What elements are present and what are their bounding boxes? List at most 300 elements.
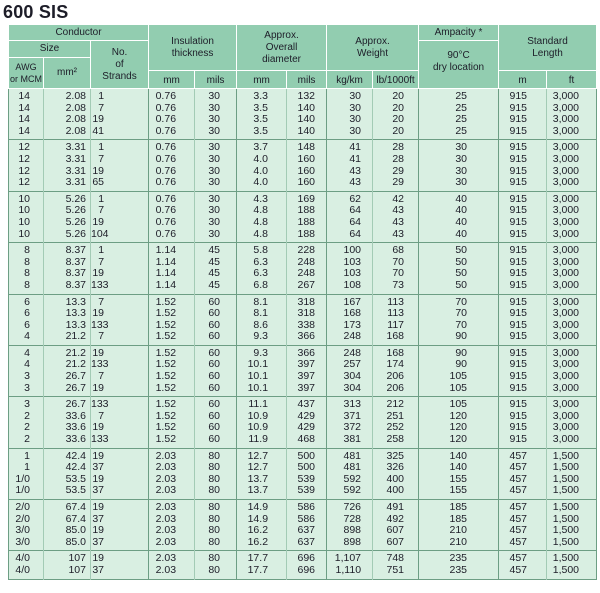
table-row [9, 89, 597, 103]
header-insulation-thickness: Insulation thickness [149, 25, 237, 71]
cell-no-of-strands: 7 [91, 331, 149, 345]
cell-diameter-mils: 318 [287, 294, 327, 308]
table-header [9, 25, 597, 89]
cell-insulation-mm: 0.76 [149, 217, 195, 229]
cell-insulation-mils: 60 [195, 331, 237, 345]
cell-insulation-mils: 80 [195, 485, 237, 499]
cell-no-of-strands: 104 [91, 229, 149, 243]
cell-insulation-mm: 1.52 [149, 383, 195, 397]
cell-size-mm2: 26.7 [44, 371, 91, 383]
cell-insulation-mm: 2.03 [149, 537, 195, 551]
cell-insulation-mm: 1.52 [149, 397, 195, 411]
cell-length-m: 915 [499, 166, 547, 178]
cell-weight-lb-1000ft: 607 [373, 537, 419, 551]
cell-no-of-strands: 133 [91, 434, 149, 448]
header-ampacity: Ampacity * [419, 25, 499, 41]
cell-no-of-strands: 1 [91, 89, 149, 103]
cell-insulation-mm: 0.76 [149, 229, 195, 243]
cell-diameter-mils: 500 [287, 462, 327, 474]
cell-size-mm2: 26.7 [44, 397, 91, 411]
cell-size-mm2: 8.37 [44, 257, 91, 269]
cell-insulation-mils: 80 [195, 551, 237, 565]
cell-size-mm2: 33.6 [44, 434, 91, 448]
cell-diameter-mils: 267 [287, 280, 327, 294]
cell-length-ft: 3,000 [547, 89, 597, 103]
table-row [9, 500, 597, 514]
cell-length-m: 457 [499, 565, 547, 579]
cell-insulation-mils: 60 [195, 308, 237, 320]
cell-no-of-strands: 7 [91, 294, 149, 308]
cell-size-awg: 12 [9, 140, 44, 154]
cell-diameter-mils: 169 [287, 191, 327, 205]
cell-diameter-mils: 148 [287, 140, 327, 154]
cell-no-of-strands: 41 [91, 126, 149, 140]
cell-length-m: 915 [499, 126, 547, 140]
cell-insulation-mils: 60 [195, 320, 237, 332]
cell-diameter-mm: 6.3 [237, 268, 287, 280]
cell-size-awg: 3 [9, 371, 44, 383]
cell-diameter-mils: 140 [287, 126, 327, 140]
cell-length-m: 915 [499, 371, 547, 383]
cell-no-of-strands: 19 [91, 217, 149, 229]
size-group [9, 89, 597, 140]
cell-diameter-mm: 3.3 [237, 89, 287, 103]
cell-length-ft: 3,000 [547, 411, 597, 423]
cell-insulation-mm: 0.76 [149, 205, 195, 217]
cell-insulation-mils: 80 [195, 500, 237, 514]
cell-size-awg: 14 [9, 114, 44, 126]
cell-diameter-mils: 397 [287, 383, 327, 397]
table-row [9, 243, 597, 257]
cell-diameter-mm: 8.1 [237, 294, 287, 308]
cell-ampacity: 120 [419, 434, 499, 448]
table-row [9, 257, 597, 269]
cell-diameter-mm: 3.5 [237, 103, 287, 115]
cell-no-of-strands: 19 [91, 114, 149, 126]
cell-length-m: 915 [499, 434, 547, 448]
cell-ampacity: 140 [419, 462, 499, 474]
cell-diameter-mm: 9.3 [237, 345, 287, 359]
cell-weight-lb-1000ft: 20 [373, 103, 419, 115]
cell-length-m: 915 [499, 383, 547, 397]
cell-size-awg: 6 [9, 308, 44, 320]
size-group [9, 191, 597, 242]
cell-size-mm2: 3.31 [44, 140, 91, 154]
cell-diameter-mm: 10.1 [237, 371, 287, 383]
cell-weight-lb-1000ft: 206 [373, 383, 419, 397]
cell-weight-lb-1000ft: 607 [373, 525, 419, 537]
cell-ampacity: 40 [419, 191, 499, 205]
cell-size-awg: 14 [9, 126, 44, 140]
cell-insulation-mils: 60 [195, 434, 237, 448]
cell-length-ft: 3,000 [547, 345, 597, 359]
cell-weight-kg-km: 168 [327, 308, 373, 320]
cell-size-awg: 1 [9, 462, 44, 474]
cell-diameter-mm: 10.9 [237, 422, 287, 434]
cell-weight-kg-km: 257 [327, 359, 373, 371]
cell-insulation-mm: 1.14 [149, 257, 195, 269]
cell-insulation-mils: 80 [195, 474, 237, 486]
table-row [9, 217, 597, 229]
table-row [9, 103, 597, 115]
table-row [9, 411, 597, 423]
table-row [9, 320, 597, 332]
table-row [9, 205, 597, 217]
cell-length-ft: 3,000 [547, 371, 597, 383]
cell-size-mm2: 85.0 [44, 525, 91, 537]
cell-size-awg: 6 [9, 294, 44, 308]
header-overall-diameter: Approx. Overall diameter [237, 25, 327, 71]
cell-size-awg: 14 [9, 89, 44, 103]
cell-ampacity: 155 [419, 485, 499, 499]
cell-size-mm2: 2.08 [44, 126, 91, 140]
spec-table [8, 24, 597, 580]
cell-weight-lb-1000ft: 68 [373, 243, 419, 257]
cell-ampacity: 185 [419, 500, 499, 514]
table-row [9, 191, 597, 205]
cell-diameter-mm: 3.5 [237, 114, 287, 126]
cell-insulation-mm: 2.03 [149, 514, 195, 526]
cell-length-ft: 3,000 [547, 154, 597, 166]
cell-weight-kg-km: 728 [327, 514, 373, 526]
cell-size-awg: 3/0 [9, 537, 44, 551]
cell-size-mm2: 67.4 [44, 514, 91, 526]
cell-length-ft: 3,000 [547, 257, 597, 269]
cell-diameter-mm: 8.6 [237, 320, 287, 332]
cell-ampacity: 25 [419, 126, 499, 140]
cell-size-mm2: 107 [44, 565, 91, 579]
cell-insulation-mm: 2.03 [149, 485, 195, 499]
cell-size-awg: 3 [9, 397, 44, 411]
cell-insulation-mils: 30 [195, 205, 237, 217]
table-row [9, 462, 597, 474]
cell-weight-kg-km: 248 [327, 345, 373, 359]
cell-insulation-mm: 1.52 [149, 308, 195, 320]
cell-insulation-mm: 1.14 [149, 243, 195, 257]
cell-ampacity: 210 [419, 537, 499, 551]
cell-size-awg: 2 [9, 434, 44, 448]
table-row [9, 485, 597, 499]
cell-diameter-mils: 637 [287, 525, 327, 537]
cell-size-awg: 4/0 [9, 565, 44, 579]
cell-ampacity: 140 [419, 448, 499, 462]
unit-weight-kg-km: kg/km [327, 71, 373, 89]
cell-diameter-mm: 4.0 [237, 166, 287, 178]
cell-diameter-mils: 468 [287, 434, 327, 448]
cell-diameter-mils: 188 [287, 217, 327, 229]
cell-ampacity: 30 [419, 166, 499, 178]
cell-length-m: 915 [499, 294, 547, 308]
cell-diameter-mm: 13.7 [237, 474, 287, 486]
cell-length-m: 457 [499, 537, 547, 551]
cell-size-mm2: 2.08 [44, 103, 91, 115]
cell-length-m: 457 [499, 474, 547, 486]
cell-length-ft: 1,500 [547, 565, 597, 579]
cell-no-of-strands: 133 [91, 397, 149, 411]
cell-length-ft: 1,500 [547, 474, 597, 486]
cell-insulation-mm: 1.14 [149, 268, 195, 280]
cell-size-mm2: 8.37 [44, 243, 91, 257]
cell-size-mm2: 13.3 [44, 320, 91, 332]
cell-insulation-mils: 80 [195, 525, 237, 537]
cell-size-mm2: 107 [44, 551, 91, 565]
cell-ampacity: 30 [419, 154, 499, 166]
cell-length-m: 915 [499, 140, 547, 154]
cell-length-m: 915 [499, 229, 547, 243]
cell-weight-kg-km: 43 [327, 166, 373, 178]
cell-size-mm2: 3.31 [44, 166, 91, 178]
cell-length-ft: 3,000 [547, 177, 597, 191]
cell-no-of-strands: 19 [91, 474, 149, 486]
page-title: 600 SIS [3, 2, 69, 22]
cell-ampacity: 155 [419, 474, 499, 486]
cell-weight-lb-1000ft: 43 [373, 217, 419, 229]
cell-size-mm2: 13.3 [44, 294, 91, 308]
cell-size-mm2: 8.37 [44, 280, 91, 294]
cell-diameter-mm: 4.0 [237, 177, 287, 191]
cell-length-m: 915 [499, 359, 547, 371]
cell-diameter-mils: 160 [287, 166, 327, 178]
table-row [9, 525, 597, 537]
cell-length-m: 915 [499, 243, 547, 257]
cell-diameter-mils: 539 [287, 485, 327, 499]
cell-length-ft: 3,000 [547, 294, 597, 308]
cell-size-mm2: 5.26 [44, 217, 91, 229]
cell-length-ft: 3,000 [547, 217, 597, 229]
table-row [9, 154, 597, 166]
cell-insulation-mils: 30 [195, 114, 237, 126]
table-row [9, 383, 597, 397]
cell-length-ft: 1,500 [547, 525, 597, 537]
cell-diameter-mils: 132 [287, 89, 327, 103]
cell-weight-lb-1000ft: 73 [373, 280, 419, 294]
cell-length-ft: 1,500 [547, 514, 597, 526]
cell-weight-lb-1000ft: 748 [373, 551, 419, 565]
cell-weight-kg-km: 313 [327, 397, 373, 411]
cell-weight-kg-km: 43 [327, 177, 373, 191]
cell-length-m: 915 [499, 308, 547, 320]
cell-size-awg: 10 [9, 191, 44, 205]
unit-diameter-mm: mm [237, 71, 287, 89]
cell-diameter-mils: 228 [287, 243, 327, 257]
cell-length-m: 915 [499, 320, 547, 332]
cell-length-ft: 3,000 [547, 383, 597, 397]
cell-ampacity: 105 [419, 371, 499, 383]
cell-no-of-strands: 65 [91, 177, 149, 191]
cell-weight-lb-1000ft: 20 [373, 126, 419, 140]
cell-insulation-mm: 0.76 [149, 103, 195, 115]
header-mm2: mm² [44, 58, 91, 89]
cell-insulation-mm: 2.03 [149, 462, 195, 474]
cell-size-awg: 2 [9, 411, 44, 423]
cell-diameter-mils: 140 [287, 103, 327, 115]
cell-insulation-mils: 45 [195, 243, 237, 257]
cell-ampacity: 50 [419, 280, 499, 294]
header-no-of-strands: No. of Strands [91, 41, 149, 89]
cell-length-ft: 3,000 [547, 268, 597, 280]
cell-length-ft: 3,000 [547, 434, 597, 448]
cell-size-awg: 4 [9, 359, 44, 371]
table-row [9, 448, 597, 462]
cell-weight-kg-km: 64 [327, 217, 373, 229]
cell-length-ft: 3,000 [547, 243, 597, 257]
header-weight: Approx. Weight [327, 25, 419, 71]
cell-diameter-mm: 16.2 [237, 537, 287, 551]
cell-ampacity: 30 [419, 140, 499, 154]
cell-insulation-mils: 80 [195, 462, 237, 474]
header-standard-length: Standard Length [499, 25, 597, 71]
cell-ampacity: 105 [419, 383, 499, 397]
cell-no-of-strands: 1 [91, 191, 149, 205]
cell-diameter-mils: 397 [287, 371, 327, 383]
cell-weight-kg-km: 304 [327, 383, 373, 397]
cell-ampacity: 40 [419, 217, 499, 229]
cell-no-of-strands: 37 [91, 537, 149, 551]
cell-diameter-mm: 11.1 [237, 397, 287, 411]
size-group [9, 551, 597, 579]
cell-diameter-mm: 11.9 [237, 434, 287, 448]
cell-diameter-mils: 160 [287, 154, 327, 166]
cell-diameter-mm: 10.1 [237, 383, 287, 397]
table-row [9, 359, 597, 371]
cell-ampacity: 25 [419, 103, 499, 115]
unit-insulation-mils: mils [195, 71, 237, 89]
cell-weight-lb-1000ft: 29 [373, 166, 419, 178]
cell-length-m: 457 [499, 551, 547, 565]
table-row [9, 114, 597, 126]
cell-diameter-mils: 188 [287, 205, 327, 217]
cell-diameter-mm: 6.8 [237, 280, 287, 294]
cell-diameter-mm: 3.7 [237, 140, 287, 154]
cell-no-of-strands: 37 [91, 462, 149, 474]
cell-ampacity: 120 [419, 422, 499, 434]
cell-diameter-mm: 14.9 [237, 500, 287, 514]
cell-diameter-mm: 4.8 [237, 229, 287, 243]
cell-no-of-strands: 37 [91, 485, 149, 499]
cell-insulation-mm: 1.52 [149, 411, 195, 423]
cell-no-of-strands: 133 [91, 320, 149, 332]
cell-diameter-mm: 12.7 [237, 448, 287, 462]
cell-weight-lb-1000ft: 492 [373, 514, 419, 526]
cell-diameter-mils: 696 [287, 565, 327, 579]
cell-insulation-mm: 0.76 [149, 166, 195, 178]
cell-insulation-mils: 30 [195, 89, 237, 103]
table-row [9, 422, 597, 434]
cell-diameter-mm: 4.8 [237, 205, 287, 217]
cell-size-awg: 10 [9, 217, 44, 229]
cell-ampacity: 235 [419, 551, 499, 565]
cell-size-awg: 8 [9, 257, 44, 269]
cell-length-ft: 3,000 [547, 280, 597, 294]
cell-weight-kg-km: 248 [327, 331, 373, 345]
cell-ampacity: 235 [419, 565, 499, 579]
cell-insulation-mils: 30 [195, 217, 237, 229]
header-ampacity-rating: 90°C dry location [419, 41, 499, 89]
cell-insulation-mm: 1.52 [149, 422, 195, 434]
cell-size-awg: 2/0 [9, 500, 44, 514]
cell-weight-kg-km: 371 [327, 411, 373, 423]
cell-size-mm2: 26.7 [44, 383, 91, 397]
cell-length-ft: 3,000 [547, 103, 597, 115]
cell-length-ft: 1,500 [547, 448, 597, 462]
cell-length-ft: 3,000 [547, 126, 597, 140]
cell-weight-lb-1000ft: 326 [373, 462, 419, 474]
cell-insulation-mm: 0.76 [149, 114, 195, 126]
table-row [9, 166, 597, 178]
cell-size-awg: 12 [9, 177, 44, 191]
cell-no-of-strands: 133 [91, 280, 149, 294]
cell-size-mm2: 21.2 [44, 345, 91, 359]
table-row [9, 268, 597, 280]
cell-diameter-mils: 366 [287, 331, 327, 345]
cell-ampacity: 50 [419, 257, 499, 269]
table-row [9, 280, 597, 294]
cell-weight-lb-1000ft: 28 [373, 154, 419, 166]
cell-length-m: 915 [499, 154, 547, 166]
unit-weight-lb-1000ft: lb/1000ft [373, 71, 419, 89]
cell-length-ft: 1,500 [547, 551, 597, 565]
cell-diameter-mm: 4.8 [237, 217, 287, 229]
cell-length-ft: 3,000 [547, 320, 597, 332]
size-group [9, 397, 597, 448]
cell-length-ft: 3,000 [547, 191, 597, 205]
cell-insulation-mils: 30 [195, 191, 237, 205]
table-row [9, 177, 597, 191]
cell-weight-kg-km: 381 [327, 434, 373, 448]
cell-no-of-strands: 19 [91, 166, 149, 178]
cell-size-awg: 10 [9, 205, 44, 217]
cell-weight-kg-km: 30 [327, 114, 373, 126]
cell-diameter-mils: 188 [287, 229, 327, 243]
cell-weight-kg-km: 64 [327, 205, 373, 217]
cell-insulation-mils: 45 [195, 257, 237, 269]
cell-diameter-mils: 586 [287, 514, 327, 526]
cell-size-mm2: 5.26 [44, 229, 91, 243]
cell-insulation-mils: 30 [195, 140, 237, 154]
cell-insulation-mm: 1.52 [149, 294, 195, 308]
cell-insulation-mm: 2.03 [149, 551, 195, 565]
cell-diameter-mm: 3.5 [237, 126, 287, 140]
cell-diameter-mils: 586 [287, 500, 327, 514]
cell-diameter-mils: 160 [287, 177, 327, 191]
cell-weight-kg-km: 726 [327, 500, 373, 514]
cell-diameter-mm: 17.7 [237, 565, 287, 579]
cell-size-awg: 10 [9, 229, 44, 243]
cell-length-m: 915 [499, 205, 547, 217]
cell-no-of-strands: 7 [91, 371, 149, 383]
cell-ampacity: 185 [419, 514, 499, 526]
cell-weight-lb-1000ft: 252 [373, 422, 419, 434]
cell-no-of-strands: 7 [91, 411, 149, 423]
cell-diameter-mils: 248 [287, 257, 327, 269]
cell-length-ft: 1,500 [547, 462, 597, 474]
size-group [9, 345, 597, 396]
cell-no-of-strands: 37 [91, 514, 149, 526]
cell-ampacity: 105 [419, 397, 499, 411]
header-awg-mcm: AWG or MCM [9, 58, 44, 89]
cell-insulation-mm: 0.76 [149, 191, 195, 205]
cell-weight-kg-km: 173 [327, 320, 373, 332]
cell-weight-kg-km: 64 [327, 229, 373, 243]
cell-size-mm2: 3.31 [44, 177, 91, 191]
cell-size-mm2: 2.08 [44, 114, 91, 126]
table-row [9, 514, 597, 526]
cell-insulation-mm: 2.03 [149, 525, 195, 537]
cell-size-awg: 8 [9, 243, 44, 257]
cell-insulation-mils: 30 [195, 154, 237, 166]
cell-length-m: 457 [499, 448, 547, 462]
cell-insulation-mm: 1.14 [149, 280, 195, 294]
